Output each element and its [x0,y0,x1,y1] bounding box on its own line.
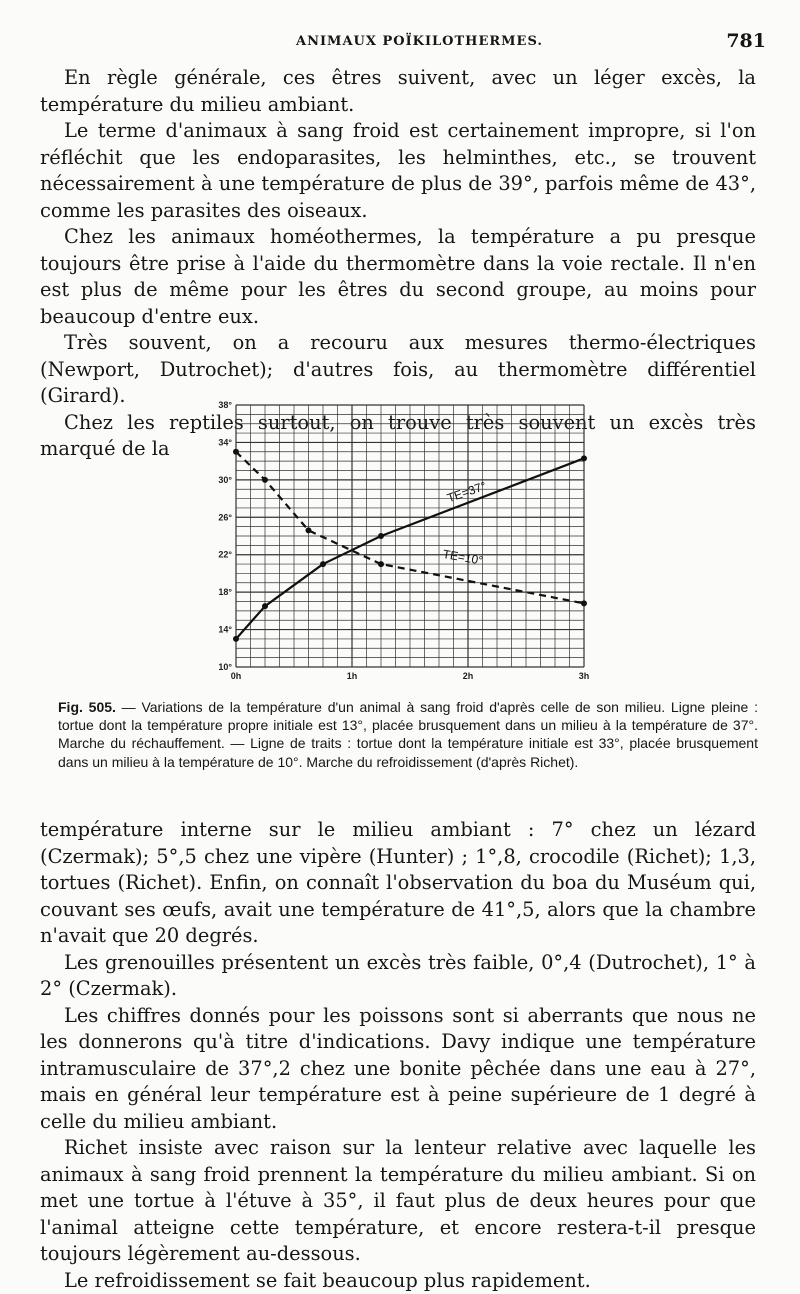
paragraph: Les chiffres donnés pour les poissons sont si aberrants que nous ne les donnerons qu'à titre d'indications. Davy indique une température intramusculaire de 37°,2 chez une bonite pêchée dans une eau à 27°, mais en général leur température est à peine supérieure de 1 degré à celle du milieu ambiant. [40,1003,756,1136]
series-label-warming: TE=37° [445,479,488,505]
y-tick-label: 14° [218,625,232,635]
y-tick-label: 34° [218,437,232,447]
data-point [581,600,587,606]
text-block-after-figure [40,817,756,1294]
paragraph: Le refroidissement se fait beaucoup plus rapidement. [40,1268,756,1294]
chart-svg [200,393,600,685]
chart-labels [442,479,489,568]
paragraph: Le terme d'animaux à sang froid est certainement impropre, si l'on réfléchit que les endoparasites, les helminthes, etc., se trouvent nécessairement à une température de plus de 39°, parfois même de 43°, comme les parasites des oiseaux. [40,118,756,224]
x-tick-label: 3h [579,671,590,681]
figure-caption-text: — Variations de la température d'un animal à sang froid d'après celle de son milieu. Ligne pleine : tortue dont la température propre initiale est 13°, placée brusquement dans un milieu à la température de 37°. Marche du réchauffement. — Ligne de traits : tortue dont la température initiale est 33°, placée brusquement dans un milieu à la température de 10°. Marche du refroidissement (d'après Richet). [58,699,758,770]
y-tick-label: 38° [218,400,232,410]
data-point [306,527,312,533]
temperature-chart [200,393,600,685]
series-label-cooling: TE=10° [442,547,485,568]
y-tick-label: 10° [218,662,232,672]
paragraph: Très souvent, on a recouru aux mesures thermo-électriques (Newport, Dutrochet); d'autres fois, au thermomètre différentiel (Girard). [40,330,756,410]
data-point [378,561,384,567]
y-tick-label: 30° [218,475,232,485]
paragraph: Les grenouilles présentent un excès très faible, 0°,4 (Dutrochet), 1° à 2° (Czermak). [40,950,756,1003]
x-tick-label: 2h [463,671,474,681]
paragraph: En règle générale, ces êtres suivent, avec un léger excès, la température du milieu ambiant. [40,65,756,118]
data-point [581,455,587,461]
running-head: ANIMAUX POÏKILOTHERMES. [296,34,543,49]
x-tick-label: 1h [347,671,358,681]
data-point [233,449,239,455]
figure-caption [58,698,758,771]
data-point [262,477,268,483]
data-point [378,533,384,539]
figure-label: Fig. 505. [58,699,116,715]
chart-grid [236,405,584,667]
data-point [233,636,239,642]
paragraph: Chez les animaux homéothermes, la température a pu presque toujours être prise à l'aide du thermomètre dans la voie rectale. Il n'en est plus de même pour les êtres du second groupe, au moins pour beaucoup d'entre eux. [40,224,756,330]
data-point [320,561,326,567]
y-tick-label: 18° [218,587,232,597]
paragraph: Richet insiste avec raison sur la lenteur relative avec laquelle les animaux à sang froid prennent la température du milieu ambiant. Si on met une tortue à l'étuve à 35°, il faut plus de deux heures pour que l'animal atteigne cette température, et encore restera-t-il presque toujours légèrement au-dessous. [40,1135,756,1268]
y-tick-label: 26° [218,512,232,522]
paragraph: Chez les reptiles surtout, on trouve très souvent un excès très marqué de la [40,410,756,463]
data-point [262,603,268,609]
y-tick-label: 22° [218,550,232,560]
x-tick-label: 0h [231,671,242,681]
paragraph: température interne sur le milieu ambiant : 7° chez un lézard (Czermak); 5°,5 chez une vipère (Hunter) ; 1°,8, crocodile (Richet); 1,3, tortues (Richet). Enfin, on connaît l'observation du boa du Muséum qui, couvant ses œufs, avait une température de 41°,5, alors que la chambre n'avait que 20 degrés. [40,817,756,950]
page-header [0,30,800,54]
page-number: 781 [726,30,766,52]
